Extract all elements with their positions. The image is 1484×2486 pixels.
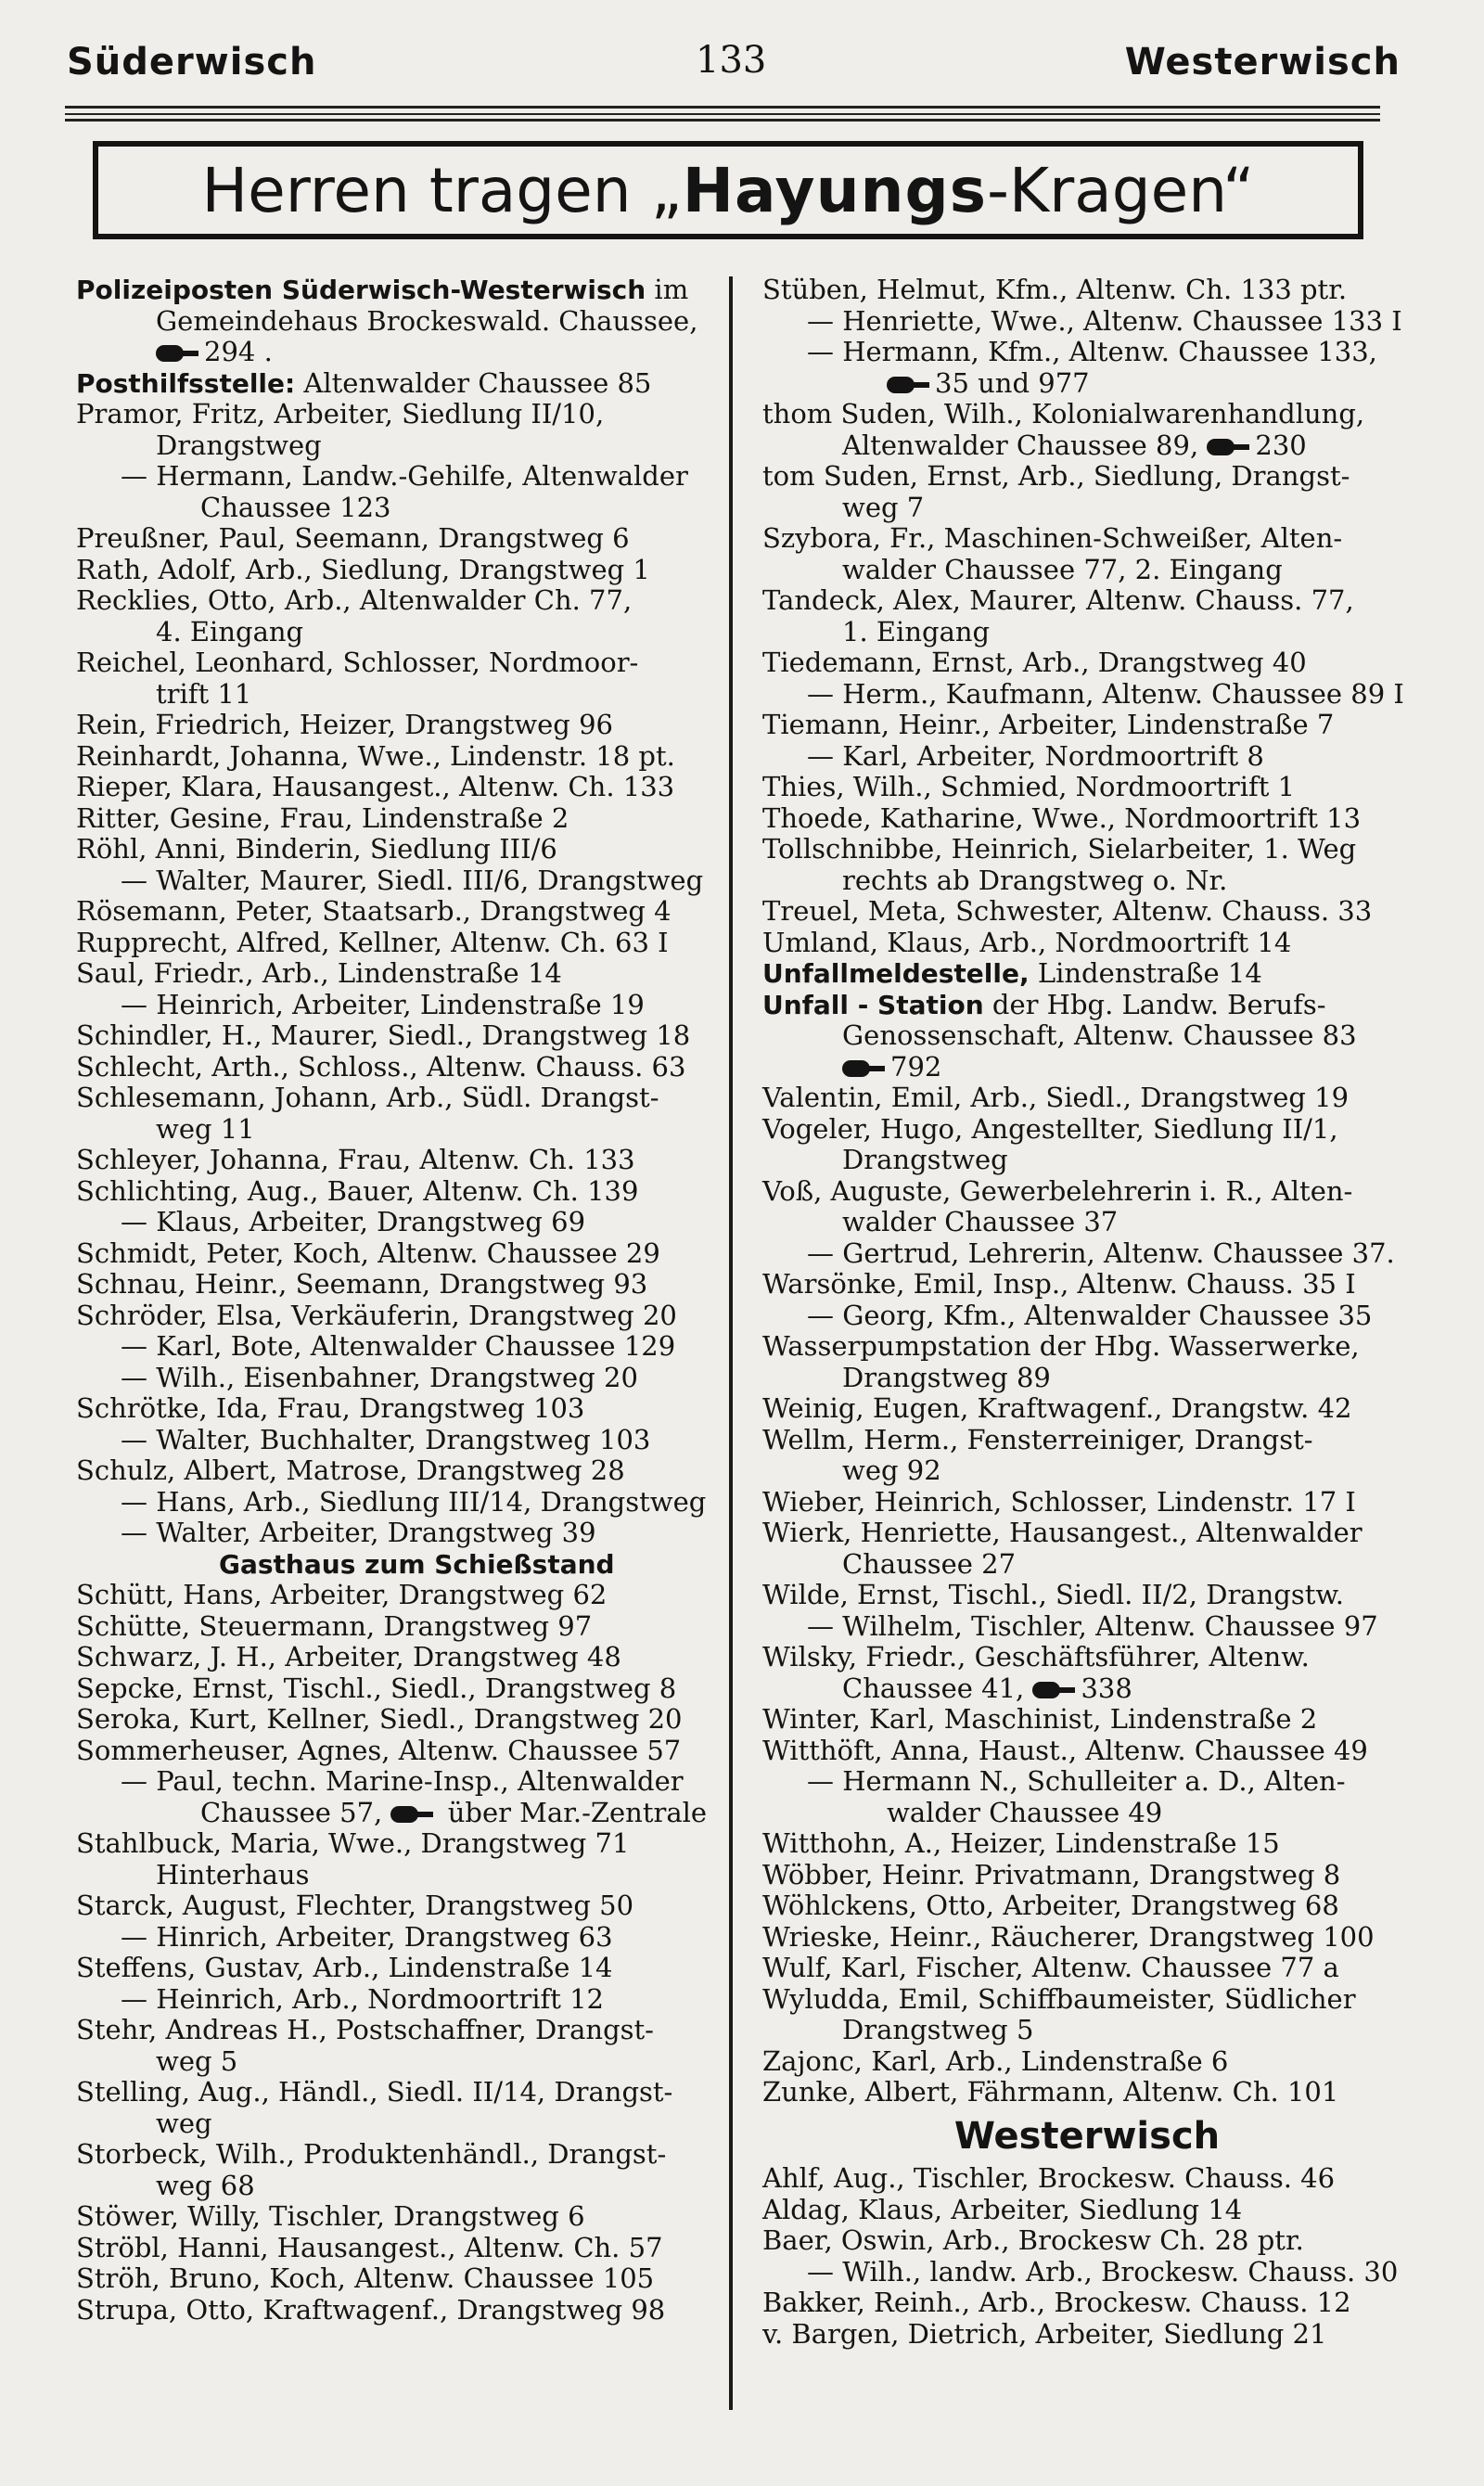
entry-line: Wasserpumpstation der Hbg. Wasserwerke, bbox=[762, 1330, 1360, 1362]
directory-entry bbox=[67, 1642, 716, 1673]
entry-line: Röhl, Anni, Binderin, Siedlung III/6 bbox=[76, 833, 557, 865]
directory-entry bbox=[67, 1580, 716, 1611]
directory-entry bbox=[67, 772, 716, 803]
entry-line: Saul, Friedr., Arb., Lindenstraße 14 bbox=[76, 957, 562, 989]
entry-line: Strupa, Otto, Kraftwagenf., Drangstweg 98 bbox=[76, 2293, 666, 2326]
entry-line: Rein, Friedrich, Heizer, Drangstweg 96 bbox=[76, 709, 613, 740]
entry-line: Schmidt, Peter, Koch, Altenw. Chaussee 29 bbox=[76, 1237, 660, 1269]
directory-entry bbox=[67, 1984, 716, 2016]
telephone-icon bbox=[1032, 1682, 1075, 1698]
entry-line: Witthöft, Anna, Haust., Altenw. Chaussee 49 bbox=[762, 1734, 1368, 1766]
directory-entry bbox=[753, 2225, 1421, 2257]
directory-entry bbox=[67, 958, 716, 990]
entry-line: v. Bargen, Dietrich, Arbeiter, Siedlung 21 bbox=[762, 2317, 1327, 2350]
entry-line: — Wilhelm, Tischler, Altenw. Chaussee 97 bbox=[807, 1609, 1378, 1642]
entry-line: Schütte, Steuermann, Drangstweg 97 bbox=[76, 1609, 593, 1642]
entry-line: — Wilh., Eisenbahner, Drangstweg 20 bbox=[121, 1361, 638, 1393]
directory-entry bbox=[67, 1176, 716, 1208]
directory-entry bbox=[753, 1425, 1421, 1487]
directory-entry bbox=[67, 1736, 716, 1767]
entry-line: Schütt, Hans, Arbeiter, Drangstweg 62 bbox=[76, 1579, 608, 1610]
entry-continuation: Gemeindehaus Brockeswald. Chaussee, bbox=[156, 304, 698, 337]
directory-entry bbox=[753, 2257, 1421, 2288]
entry-continuation: Chaussee 27 bbox=[842, 1547, 1017, 1580]
entry-line: Ströh, Bruno, Koch, Altenw. Chaussee 105 bbox=[76, 2262, 655, 2294]
directory-entry bbox=[67, 1363, 716, 1394]
entry-line: Stüben, Helmut, Kfm., Altenw. Ch. 133 ptr. bbox=[762, 274, 1348, 305]
directory-entry bbox=[67, 1020, 716, 1052]
phone-number: 35 und 977 bbox=[935, 366, 1090, 399]
entry-line: Reichel, Leonhard, Schlosser, Nordmoor- bbox=[76, 647, 639, 678]
directory-entry bbox=[753, 679, 1421, 711]
directory-entry bbox=[67, 1828, 716, 1890]
entry-line: Wyludda, Emil, Schiffbaumeister, Südlicher bbox=[762, 1982, 1356, 2015]
directory-entry bbox=[753, 1704, 1421, 1736]
section-heading: Westerwisch bbox=[953, 2114, 1221, 2158]
entry-line: Schwarz, J. H., Arbeiter, Drangstweg 48 bbox=[76, 1641, 621, 1672]
entry-line: Schleyer, Johanna, Frau, Altenw. Ch. 133 bbox=[76, 1144, 635, 1175]
directory-entry bbox=[753, 1922, 1421, 1954]
directory-entry bbox=[753, 461, 1421, 523]
directory-entry bbox=[753, 523, 1421, 585]
entry-line: Thies, Wilh., Schmied, Nordmoortrift 1 bbox=[762, 771, 1296, 802]
directory-entry bbox=[753, 2287, 1421, 2319]
directory-entry bbox=[67, 2077, 716, 2139]
directory-entry bbox=[753, 1611, 1421, 1643]
entry-continuation: Drangstweg bbox=[842, 1144, 1008, 1175]
entry-line: — Hermann, Landw.-Gehilfe, Altenwalder bbox=[121, 460, 688, 492]
directory-entry bbox=[67, 2201, 716, 2233]
entry-continuation: weg 68 bbox=[156, 2169, 255, 2201]
entry-line: Unfall - Station der Hbg. Landw. Berufs- bbox=[762, 988, 1326, 1020]
entry-line: Stahlbuck, Maria, Wwe., Drangstweg 71 bbox=[76, 1827, 630, 1859]
entry-line: — Hermann N., Schulleiter a. D., Alten- bbox=[807, 1765, 1346, 1797]
directory-entry bbox=[753, 1487, 1421, 1519]
directory-entry bbox=[67, 2295, 716, 2326]
entry-phone bbox=[762, 1052, 1421, 1083]
entry-continuation: 1. Eingang bbox=[842, 615, 991, 647]
directory-entry bbox=[753, 803, 1421, 835]
entry-continuation: rechts ab Drangstweg o. Nr. bbox=[842, 864, 1228, 896]
entry-line: tom Suden, Ernst, Arb., Siedlung, Drangst- bbox=[762, 460, 1350, 492]
directory-entry bbox=[753, 1580, 1421, 1611]
directory-entry bbox=[753, 741, 1421, 773]
entry-line: Sepcke, Ernst, Tischl., Siedl., Drangstweg 8 bbox=[76, 1672, 677, 1704]
entry-line: Tiedemann, Ernst, Arb., Drangstweg 40 bbox=[762, 647, 1307, 678]
entry-phone bbox=[807, 368, 1421, 400]
entry-continuation: walder Chaussee 49 bbox=[887, 1796, 1163, 1828]
entry-line: Schrötke, Ida, Frau, Drangstweg 103 bbox=[76, 1392, 585, 1424]
directory-entry bbox=[753, 1518, 1421, 1580]
entry-line: Stehr, Andreas H., Postschaffner, Drangst- bbox=[76, 2014, 654, 2045]
entry-line: Schlichting, Aug., Bauer, Altenw. Ch. 139 bbox=[76, 1174, 639, 1207]
entry-continuation: Genossenschaft, Altenw. Chaussee 83 bbox=[842, 1019, 1357, 1051]
directory-entry bbox=[67, 1269, 716, 1301]
entry-line: Wöhlckens, Otto, Arbeiter, Drangstweg 68 bbox=[762, 1890, 1339, 1921]
entry-line: — Heinrich, Arbeiter, Lindenstraße 19 bbox=[121, 988, 645, 1020]
entry-phone bbox=[76, 337, 716, 368]
directory-entry bbox=[67, 1766, 716, 1828]
entry-line: Thoede, Katharine, Wwe., Nordmoortrift 13 bbox=[762, 801, 1362, 834]
header-rule bbox=[65, 119, 1380, 122]
telephone-icon bbox=[1207, 439, 1249, 455]
entry-line: Wilde, Ernst, Tischl., Siedl. II/2, Drangstw. bbox=[762, 1579, 1344, 1610]
phone-number: 294 . bbox=[204, 336, 273, 367]
entry-line: Rösemann, Peter, Staatsarb., Drangstweg 4 bbox=[76, 895, 672, 927]
entry-line: Wöbber, Heinr. Privatmann, Drangstweg 8 bbox=[762, 1858, 1341, 1890]
directory-entry bbox=[67, 2139, 716, 2201]
right-column-suderwisch-entries bbox=[753, 275, 1421, 2108]
entry-line: Vogeler, Hugo, Angestellter, Siedlung II/1, bbox=[762, 1112, 1338, 1145]
entry-continuation: weg 7 bbox=[842, 491, 925, 523]
entry-line: Pramor, Fritz, Arbeiter, Siedlung II/10, bbox=[76, 398, 605, 429]
entry-line: — Walter, Buchhalter, Drangstweg 103 bbox=[121, 1423, 651, 1455]
entry-line: Schlesemann, Johann, Arb., Südl. Drangst- bbox=[76, 1082, 659, 1113]
entry-continuation: Chaussee 123 bbox=[200, 491, 391, 523]
right-column bbox=[753, 275, 1421, 2350]
directory-entry bbox=[67, 1922, 716, 1954]
entry-line: — Walter, Arbeiter, Drangstweg 39 bbox=[121, 1517, 596, 1548]
directory-entry bbox=[67, 710, 716, 741]
entry-line: Bakker, Reinh., Arb., Brockesw. Chauss. 12 bbox=[762, 2287, 1351, 2318]
directory-entry bbox=[753, 2046, 1421, 2078]
ad-brand: Hayungs bbox=[682, 154, 988, 226]
entry-line: — Hermann, Kfm., Altenw. Chaussee 133, bbox=[807, 336, 1377, 367]
entry-line: — Georg, Kfm., Altenwalder Chaussee 35 bbox=[807, 1299, 1373, 1331]
directory-entry bbox=[753, 1238, 1421, 1270]
directory-entry bbox=[67, 2015, 716, 2077]
directory-entry bbox=[753, 1642, 1421, 1704]
entry-line: — Hinrich, Arbeiter, Drangstweg 63 bbox=[121, 1920, 613, 1953]
directory-entry bbox=[67, 523, 716, 555]
directory-entry bbox=[753, 834, 1421, 896]
phone-number: 338 bbox=[1081, 1672, 1132, 1704]
entry-continuation: walder Chaussee 77, 2. Eingang bbox=[842, 553, 1283, 585]
entry-line: Seroka, Kurt, Kellner, Siedl., Drangstweg 20 bbox=[76, 1703, 683, 1735]
telephone-icon bbox=[156, 345, 198, 362]
entry-line: Tandeck, Alex, Maurer, Altenw. Chauss. 77, bbox=[762, 584, 1354, 616]
directory-entry bbox=[753, 647, 1421, 679]
directory-entry bbox=[67, 2263, 716, 2295]
directory-entry bbox=[67, 1238, 716, 1270]
entry-continuation: weg 11 bbox=[156, 1112, 255, 1145]
directory-entry bbox=[753, 1953, 1421, 1984]
advertisement-banner bbox=[93, 141, 1363, 239]
entry-line: Tiemann, Heinr., Arbeiter, Lindenstraße 7 bbox=[762, 709, 1335, 740]
entry-line: Unfallmeldestelle, Lindenstraße 14 bbox=[762, 957, 1262, 989]
entry-line: Wierk, Henriette, Hausangest., Altenwalder bbox=[762, 1517, 1362, 1548]
directory-entry bbox=[67, 2233, 716, 2264]
entry-line: Schulz, Albert, Matrose, Drangstweg 28 bbox=[76, 1454, 625, 1486]
directory-entry bbox=[753, 990, 1421, 1083]
directory-entry bbox=[67, 1704, 716, 1736]
directory-entry bbox=[67, 1393, 716, 1425]
phone-number: 230 bbox=[1255, 429, 1307, 461]
entry-continuation: Drangstweg 5 bbox=[842, 2014, 1034, 2045]
directory-entry bbox=[753, 1766, 1421, 1828]
entry-line: Preußner, Paul, Seemann, Drangstweg 6 bbox=[76, 522, 630, 554]
directory-entry bbox=[67, 741, 716, 773]
directory-entry bbox=[753, 1176, 1421, 1238]
entry-line: Warsönke, Emil, Insp., Altenw. Chauss. 35 I bbox=[762, 1268, 1356, 1300]
right-column-westerwisch-entries bbox=[753, 2163, 1421, 2350]
entry-line: Recklies, Otto, Arb., Altenwalder Ch. 77, bbox=[76, 584, 633, 616]
directory-entry bbox=[67, 555, 716, 586]
directory-entry bbox=[67, 1301, 716, 1332]
directory-entry bbox=[67, 1425, 716, 1456]
entry-line: Wulf, Karl, Fischer, Altenw. Chaussee 77 a bbox=[762, 1952, 1339, 1983]
entry-continuation: Gasthaus zum Schießstand bbox=[219, 1548, 615, 1580]
directory-entry bbox=[753, 710, 1421, 741]
entry-line: Zajonc, Karl, Arb., Lindenstraße 6 bbox=[762, 2044, 1229, 2077]
directory-entry bbox=[67, 1145, 716, 1176]
directory-entry bbox=[753, 275, 1421, 306]
ad-prefix: Herren tragen „ bbox=[201, 154, 683, 226]
directory-entry bbox=[67, 1455, 716, 1487]
directory-entry bbox=[67, 834, 716, 865]
entry-line: Posthilfsstelle: Altenwalder Chaussee 85 bbox=[76, 366, 652, 399]
directory-entry bbox=[753, 2163, 1421, 2195]
entry-line: Storbeck, Wilh., Produktenhändl., Drangst- bbox=[76, 2138, 667, 2170]
entry-line: Starck, August, Flechter, Drangstweg 50 bbox=[76, 1890, 634, 1921]
page-number: 133 bbox=[696, 39, 767, 82]
directory-entry bbox=[67, 1083, 716, 1145]
running-header-left: Süderwisch bbox=[67, 41, 317, 83]
entry-line: Voß, Auguste, Gewerbelehrerin i. R., Alten- bbox=[762, 1174, 1353, 1207]
entry-line: Steffens, Gustav, Arb., Lindenstraße 14 bbox=[76, 1952, 613, 1983]
entry-line: Polizeiposten Süderwisch-Westerwisch im bbox=[76, 274, 689, 305]
directory-entry bbox=[753, 1736, 1421, 1767]
directory-entry bbox=[67, 1331, 716, 1363]
directory-entry bbox=[753, 958, 1421, 990]
entry-continuation: weg 92 bbox=[842, 1454, 941, 1486]
entry-line: Rupprecht, Alfred, Kellner, Altenw. Ch. 63 I bbox=[76, 926, 669, 958]
directory-entry bbox=[753, 1828, 1421, 1860]
directory-entry bbox=[753, 306, 1421, 338]
entry-line: Tollschnibbe, Heinrich, Sielarbeiter, 1. Weg bbox=[762, 833, 1357, 865]
directory-entry bbox=[753, 1083, 1421, 1114]
directory-entry bbox=[753, 2195, 1421, 2226]
directory-entry bbox=[753, 2319, 1421, 2351]
directory-entry bbox=[67, 896, 716, 928]
directory-entry bbox=[753, 1114, 1421, 1176]
entry-line: Baer, Oswin, Arb., Brockesw Ch. 28 ptr. bbox=[762, 2224, 1304, 2256]
directory-entry bbox=[753, 1301, 1421, 1332]
directory-entry bbox=[67, 1953, 716, 1984]
directory-entry bbox=[753, 1860, 1421, 1891]
entry-line: — Paul, techn. Marine-Insp., Altenwalder bbox=[121, 1765, 684, 1797]
directory-entry bbox=[67, 803, 716, 835]
entry-line: Schlecht, Arth., Schloss., Altenw. Chauss. 63 bbox=[76, 1050, 686, 1083]
entry-line: Ritter, Gesine, Frau, Lindenstraße 2 bbox=[76, 801, 569, 834]
directory-entry bbox=[753, 1331, 1421, 1393]
entry-line: Wellm, Herm., Fensterreiniger, Drangst- bbox=[762, 1423, 1313, 1455]
entry-continuation: Chaussee 57, über Mar.-Zentrale bbox=[200, 1796, 708, 1828]
entry-line: Stelling, Aug., Händl., Siedl. II/14, Drangst- bbox=[76, 2076, 673, 2108]
directory-entry bbox=[67, 1487, 716, 1519]
directory-entry bbox=[753, 772, 1421, 803]
entry-continuation: Drangstweg bbox=[156, 429, 322, 461]
directory-entry bbox=[67, 1890, 716, 1922]
running-header-right: Westerwisch bbox=[1124, 41, 1401, 83]
entry-line: Reinhardt, Johanna, Wwe., Lindenstr. 18 pt. bbox=[76, 739, 675, 772]
directory-entry bbox=[67, 1518, 716, 1580]
entry-line: Wieber, Heinrich, Schlosser, Lindenstr. 17 I bbox=[762, 1485, 1356, 1518]
entry-line: Schnau, Heinr., Seemann, Drangstweg 93 bbox=[76, 1268, 648, 1300]
directory-entry bbox=[753, 585, 1421, 647]
directory-entry bbox=[753, 896, 1421, 928]
directory-entry bbox=[753, 399, 1421, 461]
entry-line: Witthohn, A., Heizer, Lindenstraße 15 bbox=[762, 1827, 1280, 1859]
entry-continuation: 4. Eingang bbox=[156, 615, 304, 647]
directory-entry bbox=[753, 928, 1421, 959]
entry-line: Schindler, H., Maurer, Siedl., Drangstweg 18 bbox=[76, 1019, 691, 1051]
telephone-icon bbox=[887, 377, 929, 393]
directory-entry bbox=[67, 1611, 716, 1643]
entry-line: Schröder, Elsa, Verkäuferin, Drangstweg 20 bbox=[76, 1299, 677, 1331]
entry-line: — Wilh., landw. Arb., Brockesw. Chauss. 30 bbox=[807, 2255, 1399, 2287]
directory-entry bbox=[753, 1269, 1421, 1301]
directory-entry bbox=[67, 399, 716, 461]
entry-line: — Hans, Arb., Siedlung III/14, Drangstweg bbox=[121, 1485, 707, 1518]
entry-line: — Gertrud, Lehrerin, Altenw. Chaussee 37. bbox=[807, 1237, 1395, 1269]
directory-entry bbox=[753, 1393, 1421, 1425]
entry-line: Wilsky, Friedr., Geschäftsführer, Altenw. bbox=[762, 1641, 1310, 1672]
directory-entry bbox=[67, 585, 716, 647]
entry-line: — Karl, Arbeiter, Nordmoortrift 8 bbox=[807, 739, 1264, 772]
directory-entry bbox=[67, 990, 716, 1021]
entry-continuation: Altenwalder Chaussee 89, 230 bbox=[842, 429, 1307, 461]
entry-line: — Herm., Kaufmann, Altenw. Chaussee 89 I bbox=[807, 677, 1404, 710]
left-column bbox=[67, 275, 716, 2326]
entry-line: Wrieske, Heinr., Räucherer, Drangstweg 100 bbox=[762, 1920, 1375, 1953]
telephone-icon bbox=[390, 1806, 433, 1823]
entry-line: Weinig, Eugen, Kraftwagenf., Drangstw. 42 bbox=[762, 1392, 1352, 1424]
ad-suffix: -Kragen“ bbox=[987, 154, 1255, 226]
entry-line: Valentin, Emil, Arb., Siedl., Drangstweg 19 bbox=[762, 1082, 1350, 1113]
directory-entry bbox=[753, 1984, 1421, 2046]
directory-entry bbox=[67, 928, 716, 959]
directory-entry bbox=[67, 368, 716, 400]
directory-entry bbox=[753, 2077, 1421, 2108]
entry-continuation: weg 5 bbox=[156, 2044, 238, 2077]
entry-line: Treuel, Meta, Schwester, Altenw. Chauss. 33 bbox=[762, 895, 1373, 927]
entry-line: Aldag, Klaus, Arbeiter, Siedlung 14 bbox=[762, 2193, 1243, 2225]
directory-entry bbox=[67, 1052, 716, 1083]
entry-line: Ströbl, Hanni, Hausangest., Altenw. Ch. 57 bbox=[76, 2231, 663, 2263]
phone-number: 792 bbox=[890, 1050, 942, 1083]
directory-entry bbox=[753, 337, 1421, 399]
entry-line: Rath, Adolf, Arb., Siedlung, Drangstweg 1 bbox=[76, 553, 650, 585]
entry-line: Stöwer, Willy, Tischler, Drangstweg 6 bbox=[76, 2200, 585, 2232]
directory-entry bbox=[67, 1673, 716, 1705]
entry-continuation: weg bbox=[156, 2107, 212, 2139]
entry-line: — Heinrich, Arb., Nordmoortrift 12 bbox=[121, 1982, 604, 2015]
directory-entry bbox=[67, 461, 716, 523]
telephone-icon bbox=[842, 1060, 885, 1077]
entry-line: thom Suden, Wilh., Kolonialwarenhandlung, bbox=[762, 398, 1365, 429]
entry-continuation: Drangstweg 89 bbox=[842, 1361, 1051, 1393]
entry-line: — Walter, Maurer, Siedl. III/6, Drangstweg bbox=[121, 864, 704, 896]
entry-continuation: trift 11 bbox=[156, 677, 252, 710]
entry-continuation: Chaussee 41, 338 bbox=[842, 1672, 1132, 1704]
directory-entry bbox=[67, 647, 716, 710]
entry-line: — Klaus, Arbeiter, Drangstweg 69 bbox=[121, 1206, 586, 1237]
header-rule bbox=[65, 106, 1380, 109]
directory-entry bbox=[67, 865, 716, 897]
entry-line: Umland, Klaus, Arb., Nordmoortrift 14 bbox=[762, 926, 1292, 958]
directory-entry bbox=[753, 1890, 1421, 1922]
entry-line: Rieper, Klara, Hausangest., Altenw. Ch. 133 bbox=[76, 771, 675, 802]
directory-entry bbox=[67, 275, 716, 368]
entry-continuation: walder Chaussee 37 bbox=[842, 1206, 1119, 1237]
entry-line: Zunke, Albert, Fährmann, Altenw. Ch. 101 bbox=[762, 2076, 1339, 2108]
column-divider bbox=[729, 276, 733, 2410]
entry-continuation: Hinterhaus bbox=[156, 1858, 310, 1890]
entry-line: — Karl, Bote, Altenwalder Chaussee 129 bbox=[121, 1330, 676, 1362]
entry-line: Sommerheuser, Agnes, Altenw. Chaussee 57 bbox=[76, 1734, 682, 1766]
entry-line: Winter, Karl, Maschinist, Lindenstraße 2 bbox=[762, 1703, 1318, 1735]
entry-line: Szybora, Fr., Maschinen-Schweißer, Alten- bbox=[762, 522, 1343, 554]
directory-entry bbox=[67, 1207, 716, 1238]
entry-line: Ahlf, Aug., Tischler, Brockesw. Chauss. 46 bbox=[762, 2162, 1336, 2194]
header-rule bbox=[65, 113, 1380, 115]
entry-line: — Henriette, Wwe., Altenw. Chaussee 133 I bbox=[807, 304, 1402, 337]
